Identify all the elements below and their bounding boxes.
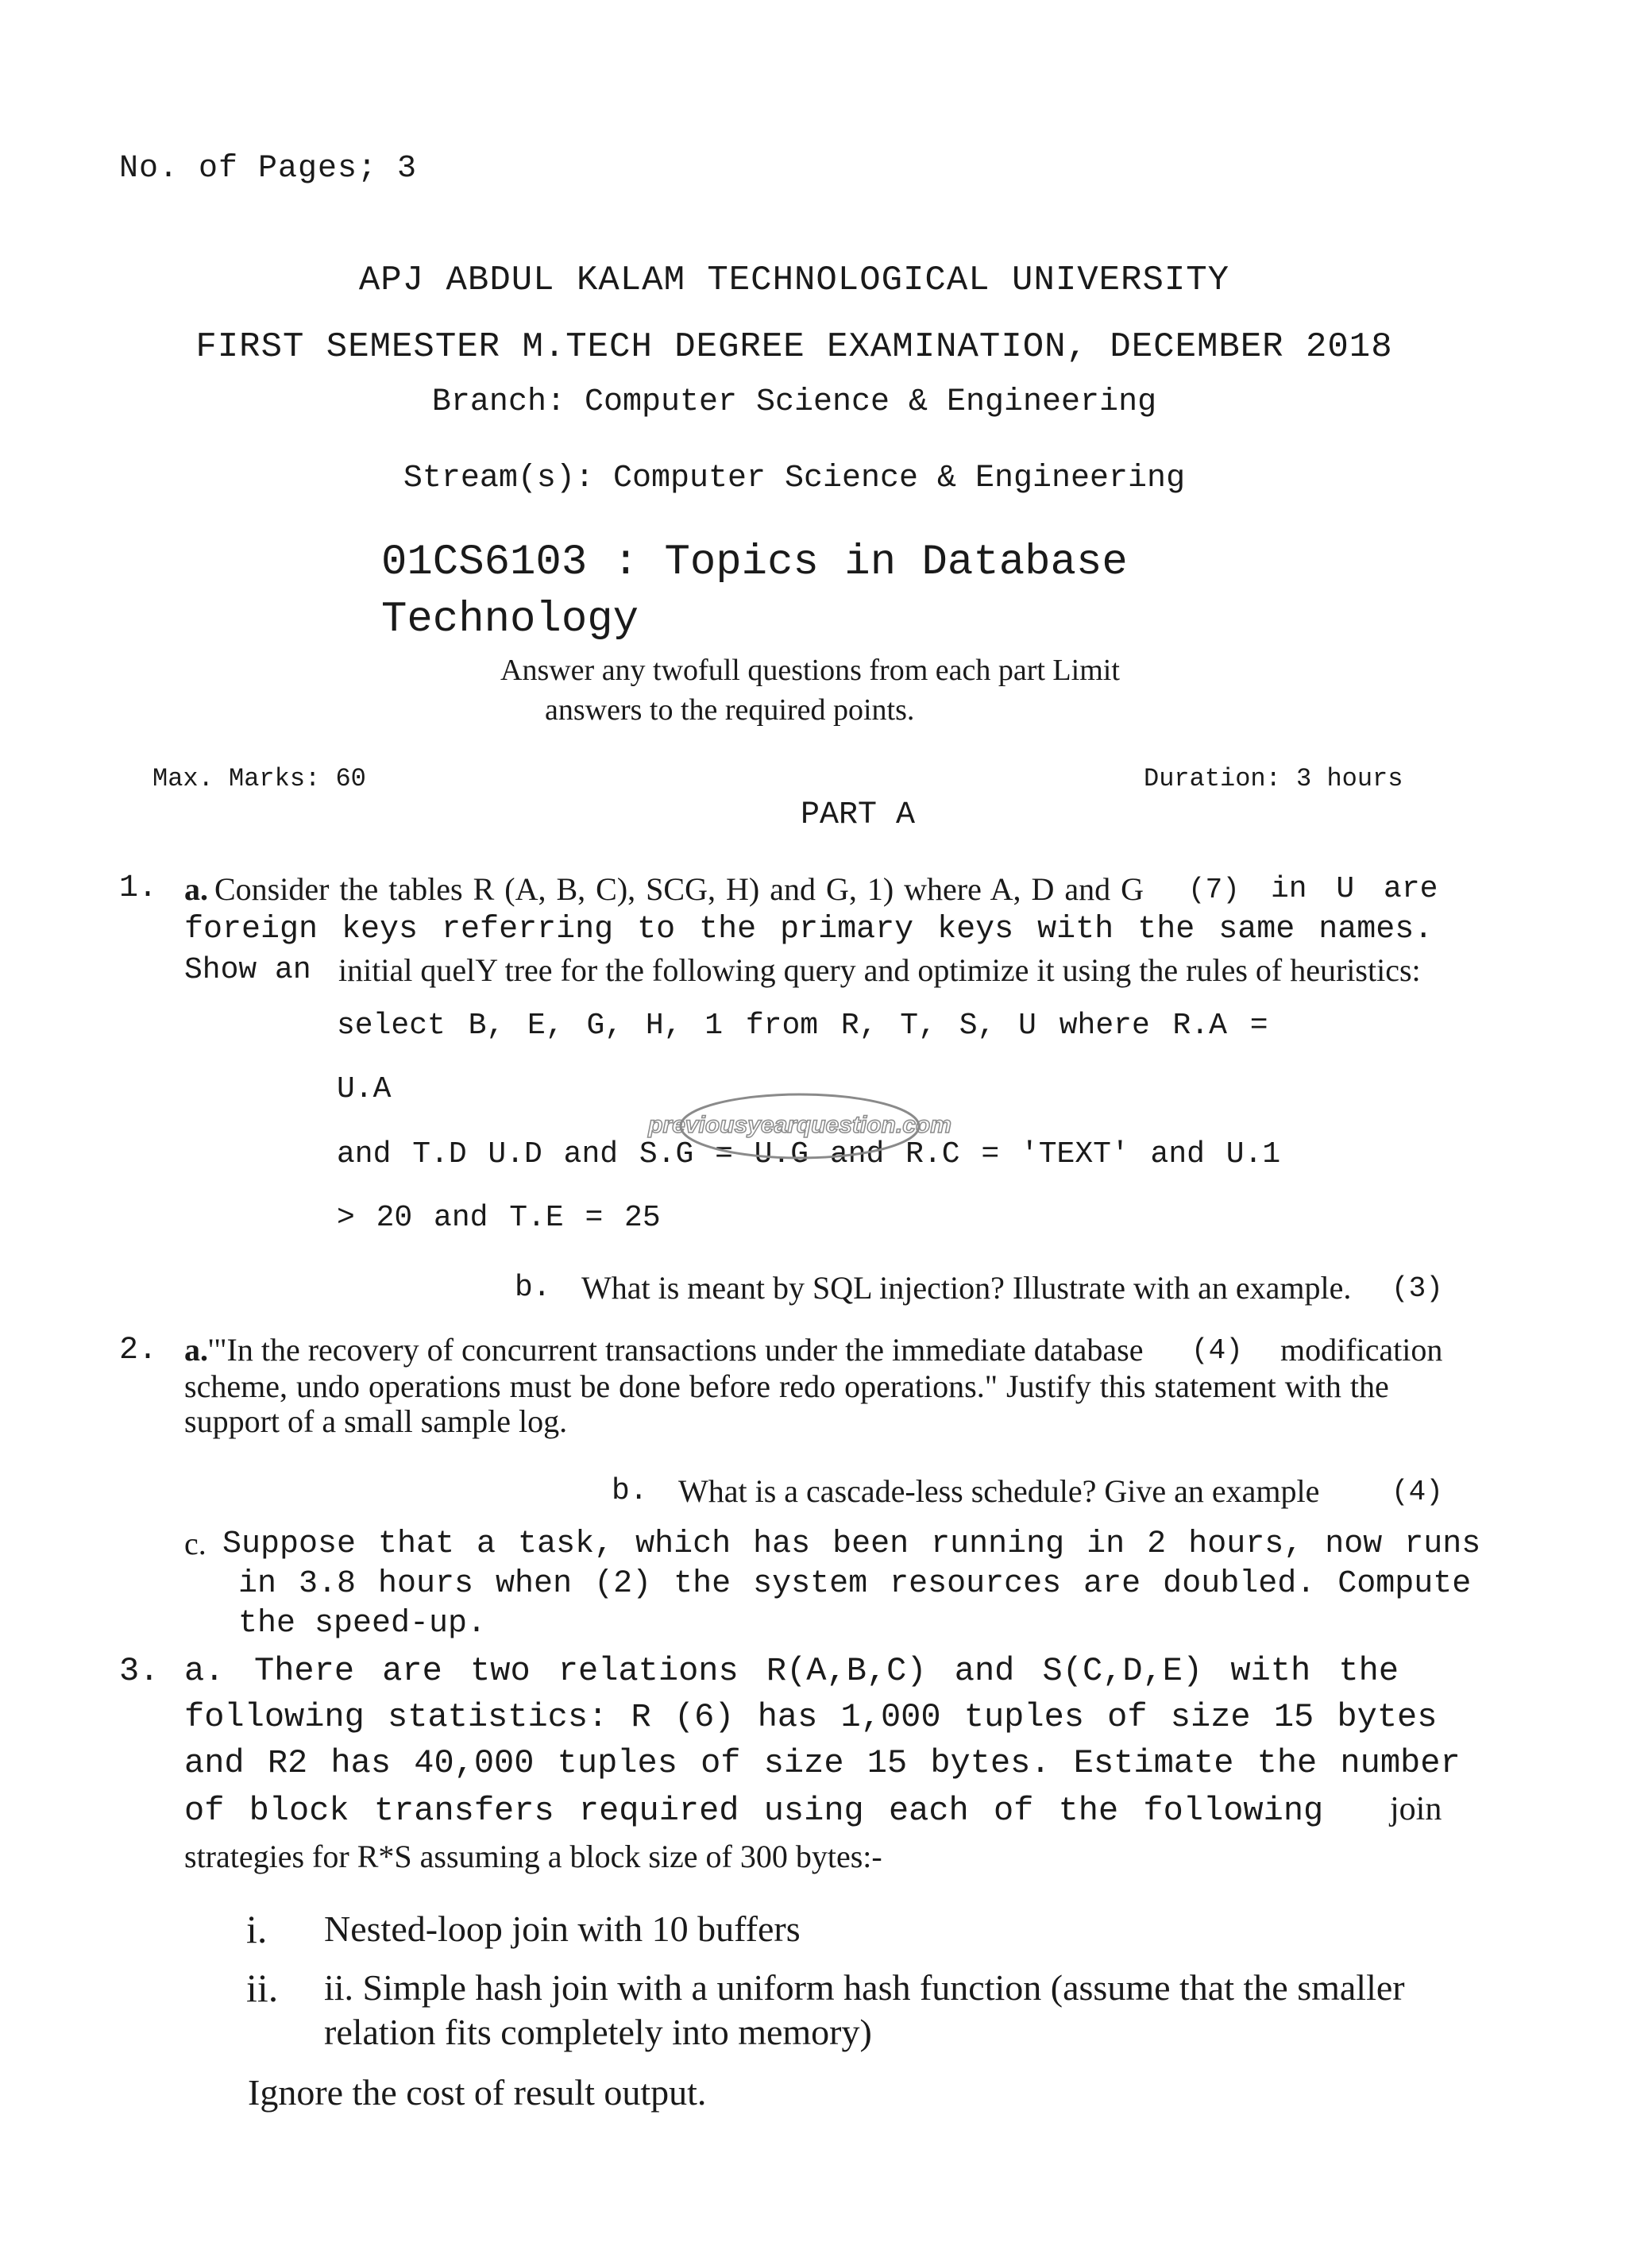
duration: Duration: 3 hours — [1144, 764, 1403, 793]
q3-line4: of block transfers required using each of the following — [184, 1792, 1324, 1830]
page-count: No. of Pages; 3 — [119, 151, 418, 187]
q2-a-marks: (4) — [1191, 1334, 1243, 1367]
q3-number: 3. — [119, 1652, 160, 1690]
course-title-line2: Technology — [381, 596, 639, 644]
q1-a-marks: (7) — [1188, 874, 1240, 906]
q1-a-label: a. — [184, 871, 208, 907]
q3-i-text: Nested-loop join with 10 buffers — [324, 1908, 801, 1949]
q2-a-line3: support of a small sample log. — [184, 1403, 568, 1439]
q1-b-label: b. — [515, 1271, 551, 1305]
branch: Branch: Computer Science & Engineering — [431, 384, 1157, 420]
q3-ii-label: ii. — [246, 1966, 279, 2010]
q2-c-line2: in 3.8 hours when (2) the system resources are doubled. Compute — [238, 1566, 1472, 1602]
query-line1: select B, E, G, H, 1 from R, T, S, U where R.A = — [337, 1009, 1268, 1043]
max-marks: Max. Marks: 60 — [152, 764, 366, 793]
q2-a-line2: scheme, undo operations must be done before redo operations." Justify this statement with the — [184, 1368, 1389, 1404]
q2-b-marks: (4) — [1391, 1476, 1443, 1508]
instructions-line2: answers to the required points. — [545, 693, 915, 727]
q3-ii-text2: relation fits completely into memory) — [324, 2012, 872, 2052]
q1-a-line1: Consider the tables R (A, B, C), SCG, H) and G, 1) where A, D and G — [214, 871, 1144, 907]
q3-line3: and R2 has 40,000 tuples of size 15 bytes. Estimate the number — [184, 1744, 1461, 1782]
q2-b-text: What is a cascade-less schedule? Give an example — [678, 1473, 1320, 1509]
exam-title: FIRST SEMESTER M.TECH DEGREE EXAMINATION, DECEMBER 2018 — [195, 327, 1393, 367]
q1-a-line2: foreign keys referring to the primary keys with the same names. — [184, 912, 1434, 947]
q2-a-line1: '"In the recovery of concurrent transactions under the immediate database — [208, 1332, 1144, 1368]
q3-line1: There are two relations R(A,B,C) and S(C,D,E) with the — [254, 1652, 1399, 1690]
q3-ii-text1: ii. Simple hash join with a uniform hash function (assume that the smaller — [324, 1967, 1405, 2008]
svg-text:previousyearquestion.com: previousyearquestion.com — [648, 1112, 951, 1138]
watermark-logo — [648, 1088, 951, 1164]
q2-c-line1: Suppose that a task, which has been running in 2 hours, now runs — [222, 1526, 1481, 1562]
query-line2: U.A — [337, 1072, 392, 1106]
q2-number: 2. — [119, 1333, 158, 1368]
q3-line5: strategies for R*S assuming a block size of 300 bytes:- — [184, 1839, 882, 1874]
q1-a-line1-tail: in U are — [1271, 872, 1438, 906]
university-name: APJ ABDUL KALAM TECHNOLOGICAL UNIVERSITY — [358, 260, 1230, 300]
part-heading: PART A — [800, 797, 916, 833]
q1-number: 1. — [119, 870, 158, 906]
q1-a-line3: initial quelY tree for the following query and optimize it using the rules of heuristics: — [338, 952, 1421, 988]
q1-b-text: What is meant by SQL injection? Illustrate with an example. — [581, 1270, 1352, 1306]
q1-a-line3-start: Show an — [184, 953, 311, 987]
course-title-line1: 01CS6103 : Topics in Database — [381, 538, 1128, 587]
q1-b-marks: (3) — [1391, 1272, 1443, 1305]
q3-line4-tail: join — [1390, 1791, 1442, 1827]
q2-b-label: b. — [612, 1474, 648, 1508]
q3-ignore-note: Ignore the cost of result output. — [248, 2072, 707, 2113]
q2-a-label: a. — [184, 1332, 208, 1368]
q3-line2: following statistics: R (6) has 1,000 tuples of size 15 bytes — [184, 1698, 1438, 1736]
q3-a-label: a. — [184, 1652, 225, 1690]
q2-c-label: c. — [184, 1526, 206, 1561]
query-line3: and T.D U.D and S.G = U.G and R.C = 'TEXT' and U.1 — [337, 1137, 1281, 1171]
q2-c-line3: the speed-up. — [238, 1606, 487, 1642]
q2-a-line1-tail: modification — [1280, 1332, 1443, 1368]
q3-i-label: i. — [246, 1907, 268, 1951]
stream: Stream(s): Computer Science & Engineering — [403, 461, 1186, 496]
query-line4: > 20 and T.E = 25 — [337, 1201, 661, 1235]
instructions-line1: Answer any twofull questions from each part Limit — [500, 654, 1120, 687]
